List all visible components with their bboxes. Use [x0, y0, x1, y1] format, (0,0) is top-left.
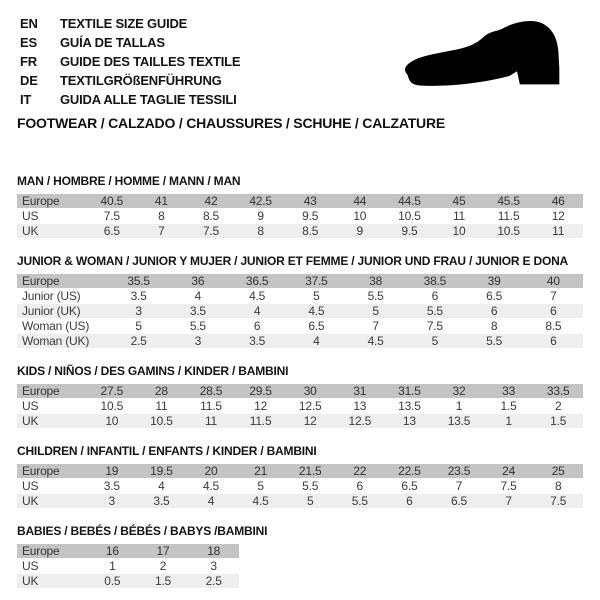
size-table-section	[17, 255, 583, 348]
size-value: 9	[356, 224, 364, 238]
size-value: 13.5	[447, 414, 471, 428]
size-value: 3.5	[153, 494, 170, 508]
size-value: 1	[505, 414, 512, 428]
size-value: 8.5	[545, 319, 562, 333]
size-value: 11	[452, 209, 466, 223]
size-value: 13	[353, 399, 367, 413]
size-value: 6	[431, 289, 439, 303]
size-value: 22	[353, 464, 367, 478]
size-value: 42.5	[249, 194, 272, 208]
table-row	[17, 414, 583, 428]
size-value: 33.5	[546, 384, 570, 398]
row-label: Woman (US)	[22, 319, 90, 333]
language-label: TEXTILE SIZE GUIDE	[60, 16, 188, 31]
size-tables	[17, 175, 583, 588]
size-value: 38.5	[423, 274, 447, 288]
size-value: 5.5	[486, 334, 503, 348]
size-value: 13.5	[398, 399, 421, 413]
size-table-section	[17, 175, 583, 238]
size-value: 6.5	[308, 319, 325, 333]
size-value: 8	[490, 319, 498, 333]
size-value: 11.5	[200, 399, 222, 413]
size-table	[17, 464, 583, 508]
size-value: 4	[207, 494, 215, 508]
table-row	[17, 224, 583, 238]
size-value: 5	[372, 304, 379, 318]
size-value: 17	[156, 544, 170, 558]
size-value: 9.5	[401, 224, 418, 238]
size-value: 4.5	[249, 289, 266, 303]
size-value: 41	[154, 194, 168, 208]
size-value: 44	[353, 194, 367, 208]
size-value: 3	[210, 559, 217, 573]
size-table-title: KIDS / NIÑOS / DES GAMINS / KINDER / BAMBINI	[17, 364, 289, 378]
size-table-section	[17, 525, 583, 588]
size-value: 1.5	[550, 414, 567, 428]
size-value: 10.5	[497, 224, 520, 238]
size-value: 10	[452, 224, 466, 238]
size-value: 12	[254, 399, 268, 413]
size-value: 27.5	[100, 384, 124, 398]
size-table-title: BABIES / BEBÉS / BÉBÉS / BABYS /BAMBINI	[17, 524, 268, 538]
size-value: 3	[194, 334, 202, 348]
language-label: GUÍA DE TALLAS	[60, 35, 165, 50]
size-value: 10	[105, 414, 119, 428]
size-value: 7.5	[103, 209, 120, 223]
dress-shoe-icon	[388, 12, 584, 106]
size-value: 5.5	[367, 289, 384, 303]
size-value: 4	[253, 304, 261, 318]
row-label: UK	[22, 494, 39, 508]
size-value: 10.5	[100, 399, 124, 413]
size-value: 4	[158, 479, 165, 493]
size-value: 13	[402, 414, 416, 428]
size-value: 6	[253, 319, 261, 333]
size-value: 2	[159, 559, 167, 573]
size-value: 6	[550, 334, 557, 348]
size-value: 5	[257, 479, 264, 493]
size-value: 5.5	[426, 304, 443, 318]
size-value: 6	[550, 304, 557, 318]
size-value: 22.5	[398, 464, 421, 478]
size-value: 7.5	[202, 224, 220, 238]
size-value: 45	[452, 194, 466, 208]
size-value: 3.5	[249, 334, 266, 348]
size-value: 12.5	[298, 399, 322, 413]
table-row	[17, 304, 583, 318]
row-label: Junior (US)	[22, 289, 81, 303]
size-value: 11	[155, 399, 168, 413]
language-code: ES	[20, 35, 37, 50]
row-label: US	[22, 209, 39, 223]
size-value: 5	[431, 334, 439, 348]
size-value: 7	[455, 479, 463, 493]
size-value: 36.5	[245, 274, 269, 288]
size-value: 5.5	[302, 479, 319, 493]
size-value: 31	[353, 384, 367, 398]
size-value: 8	[257, 224, 264, 238]
size-value: 19	[105, 464, 119, 478]
size-value: 40.5	[100, 194, 124, 208]
size-table-title: JUNIOR & WOMAN / JUNIOR Y MUJER / JUNIOR ET FEMME / JUNIOR UND FRAU / JUNIOR E DONA	[17, 254, 569, 268]
size-value: 2	[554, 399, 562, 413]
size-value: 1	[455, 399, 463, 413]
size-value: 4	[313, 334, 320, 348]
dress-shoe-silhouette	[405, 21, 559, 86]
row-label: Europe	[22, 384, 60, 398]
size-value: 44.5	[398, 194, 421, 208]
size-value: 3	[108, 494, 116, 508]
language-label: GUIDA ALLE TAGLIE TESSILI	[60, 92, 237, 107]
size-value: 4	[194, 289, 202, 303]
size-value: 11	[552, 224, 565, 238]
language-code: EN	[20, 16, 38, 31]
size-value: 8	[554, 479, 562, 493]
row-label: Woman (UK)	[22, 334, 90, 348]
size-value: 4.5	[202, 479, 220, 493]
size-value: 20	[204, 464, 218, 478]
size-value: 11	[204, 414, 218, 428]
row-label: Europe	[22, 464, 60, 478]
size-value: 8.5	[202, 209, 220, 223]
size-value: 29.5	[249, 384, 272, 398]
table-row	[17, 399, 583, 413]
size-value: 35.5	[127, 274, 150, 288]
size-value: 5.5	[351, 494, 368, 508]
size-value: 23.5	[447, 464, 471, 478]
size-value: 11.5	[497, 209, 520, 223]
size-value: 24	[502, 464, 516, 478]
size-value: 32	[452, 384, 466, 398]
row-label: UK	[22, 574, 39, 588]
language-code: DE	[20, 73, 38, 88]
language-label: TEXTILGRÖßENFÜHRUNG	[60, 73, 222, 88]
size-value: 40	[546, 274, 560, 288]
size-value: 2.5	[130, 334, 147, 348]
size-value: 3.5	[189, 304, 206, 318]
size-value: 7.5	[550, 494, 567, 508]
size-value: 6	[406, 494, 413, 508]
size-value: 7.5	[500, 479, 517, 493]
size-value: 37.5	[305, 274, 328, 288]
size-table	[17, 194, 583, 238]
table-row	[17, 334, 583, 348]
size-value: 3.5	[130, 289, 147, 303]
language-label: GUIDE DES TAILLES TEXTILE	[60, 54, 241, 69]
row-label: Europe	[22, 274, 60, 288]
size-value: 12	[551, 209, 565, 223]
size-value: 9	[257, 209, 264, 223]
language-code: IT	[20, 92, 32, 107]
category-heading: FOOTWEAR / CALZADO / CHAUSSURES / SCHUHE / CALZATURE	[17, 115, 446, 131]
size-value: 38	[369, 274, 383, 288]
size-value: 42	[204, 194, 218, 208]
row-label: Europe	[22, 544, 60, 558]
table-row	[17, 209, 583, 223]
table-row	[17, 544, 239, 558]
size-value: 21	[254, 464, 268, 478]
size-table	[17, 274, 583, 348]
size-value: 6.5	[103, 224, 120, 238]
size-value: 21.5	[298, 464, 322, 478]
size-value: 6	[490, 304, 498, 318]
row-label: US	[22, 479, 39, 493]
size-value: 1	[109, 559, 116, 573]
size-value: 28.5	[199, 384, 223, 398]
size-value: 10.5	[398, 209, 421, 223]
size-value: 8	[158, 209, 165, 223]
size-value: 0.5	[104, 574, 121, 588]
size-value: 10.5	[150, 414, 173, 428]
size-value: 7	[550, 289, 557, 303]
size-table-section	[17, 445, 583, 508]
size-value: 30	[303, 384, 317, 398]
table-row	[17, 319, 583, 333]
size-value: 45.5	[497, 194, 520, 208]
table-row	[17, 574, 239, 588]
size-value: 6.5	[450, 494, 468, 508]
table-row	[17, 384, 583, 398]
row-label: US	[22, 399, 39, 413]
table-row	[17, 464, 583, 478]
size-value: 6.5	[486, 289, 503, 303]
size-value: 36	[191, 274, 205, 288]
table-row	[17, 194, 583, 208]
size-value: 4.5	[308, 304, 325, 318]
size-value: 4.5	[367, 334, 384, 348]
size-value: 7	[372, 319, 379, 333]
size-value: 18	[207, 544, 221, 558]
size-value: 31.5	[398, 384, 421, 398]
size-table	[17, 544, 239, 588]
size-value: 1.5	[154, 574, 172, 588]
table-row	[17, 289, 583, 303]
size-value: 6	[356, 479, 364, 493]
size-value: 19.5	[150, 464, 173, 478]
size-value: 8.5	[302, 224, 319, 238]
size-value: 5	[135, 319, 142, 333]
size-value: 7	[505, 494, 512, 508]
size-value: 25	[551, 464, 565, 478]
size-value: 5	[306, 494, 314, 508]
size-value: 7.5	[426, 319, 443, 333]
row-label: US	[22, 559, 39, 573]
language-code: FR	[20, 54, 37, 69]
size-value: 6.5	[401, 479, 418, 493]
size-table	[17, 384, 583, 428]
size-value: 4.5	[252, 494, 269, 508]
size-table-section	[17, 365, 583, 428]
table-row	[17, 274, 583, 288]
size-value: 1.5	[500, 399, 517, 413]
size-value: 2.5	[205, 574, 222, 588]
size-value: 39	[487, 274, 501, 288]
row-label: Europe	[22, 194, 60, 208]
size-value: 3.5	[103, 479, 120, 493]
size-value: 43	[303, 194, 317, 208]
size-value: 16	[105, 544, 119, 558]
size-value: 12.5	[348, 414, 372, 428]
size-value: 7	[158, 224, 165, 238]
size-table-title: CHILDREN / INFANTIL / ENFANTS / KINDER / BAMBINI	[17, 444, 317, 458]
size-value: 9.5	[302, 209, 319, 223]
row-label: UK	[22, 224, 39, 238]
size-value: 28	[154, 384, 168, 398]
table-row	[17, 479, 583, 493]
size-value: 33	[502, 384, 516, 398]
size-value: 46	[551, 194, 565, 208]
size-table-title: MAN / HOMBRE / HOMME / MANN / MAN	[17, 174, 241, 188]
size-value: 10	[353, 209, 367, 223]
table-row	[17, 494, 583, 508]
row-label: UK	[22, 414, 39, 428]
size-value: 3	[135, 304, 142, 318]
row-label: Junior (UK)	[22, 304, 81, 318]
size-value: 11.5	[249, 414, 272, 428]
table-row	[17, 559, 239, 573]
size-value: 12	[303, 414, 317, 428]
size-value: 5.5	[189, 319, 206, 333]
size-value: 5	[313, 289, 320, 303]
